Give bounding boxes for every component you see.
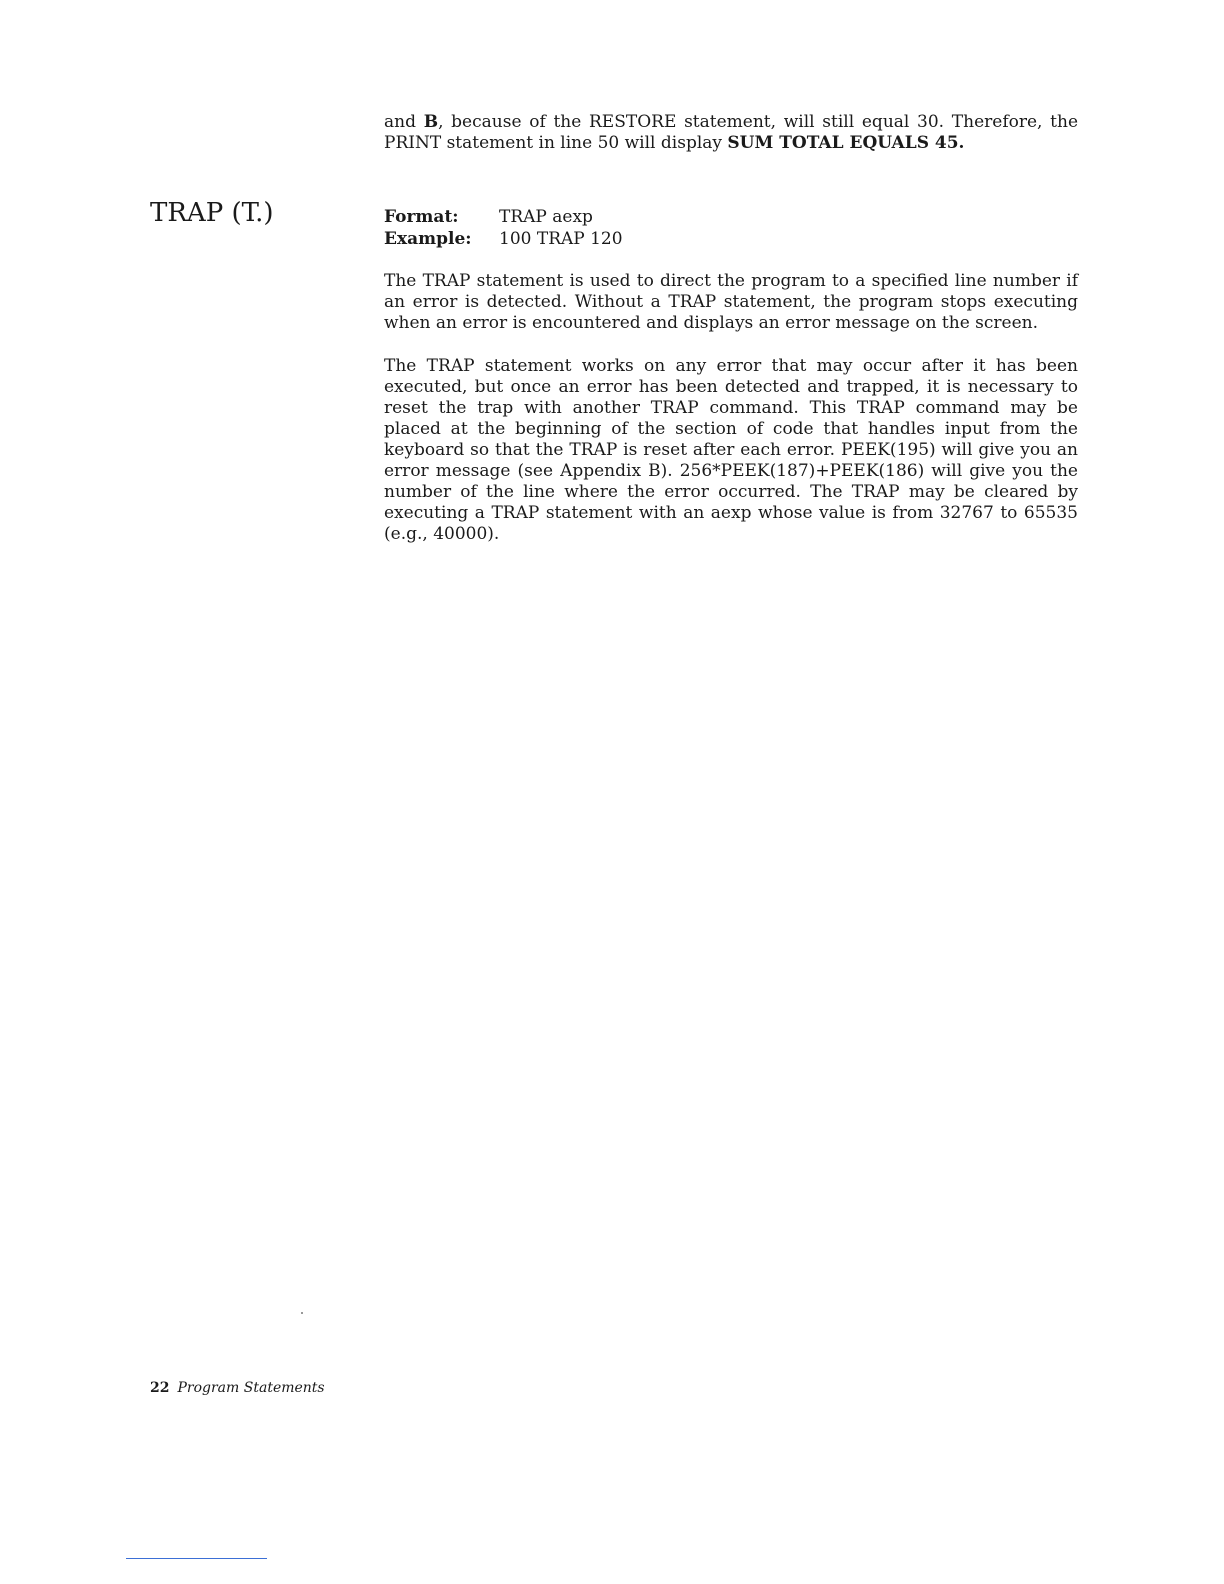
scan-speck	[301, 1312, 303, 1314]
example-row	[384, 228, 623, 250]
intro-text-1: and	[384, 112, 424, 132]
intro-paragraph	[384, 112, 1078, 154]
section-title: TRAP (T.)	[150, 198, 274, 228]
example-label: Example:	[384, 229, 472, 249]
example-value: 100 TRAP 120	[499, 229, 623, 249]
page-number: 22	[150, 1380, 170, 1396]
footer-section-name: Program Statements	[177, 1380, 325, 1396]
intro-bold-output: SUM TOTAL EQUALS 45.	[727, 133, 965, 153]
format-row	[384, 206, 623, 228]
format-value: TRAP aexp	[499, 207, 593, 227]
page-footer	[150, 1379, 325, 1397]
body-paragraph-2: The TRAP statement works on any error that may occur after it has been executed, but once an error has been detected and trapped, it is necessary to reset the trap with another TRAP command. This TRAP command may be placed at the beginning of the section of code that handles input from the keyboard so that the TRAP is reset after each error. PEEK(195) will give you an error message (see Appendix B). 256*PEEK(187)+PEEK(186) will give you the number of the line where the error occurred. The TRAP may be cleared by executing a TRAP statement with an aexp whose value is from 32767 to 65535 (e.g., 40000).	[384, 356, 1078, 544]
intro-bold-b: B	[423, 112, 439, 132]
intro-text-2: , because of the RESTORE statement, will still equal 30. Therefore, the PRINT statement in line 50 will display	[384, 112, 1078, 153]
format-block	[384, 206, 623, 250]
format-label: Format:	[384, 207, 459, 227]
body-paragraph-1: The TRAP statement is used to direct the program to a specified line number if an error is detected. Without a TRAP statement, the program stops executing when an error is encountered and displays an error message on the screen.	[384, 271, 1078, 333]
bottom-rule	[126, 1558, 267, 1559]
